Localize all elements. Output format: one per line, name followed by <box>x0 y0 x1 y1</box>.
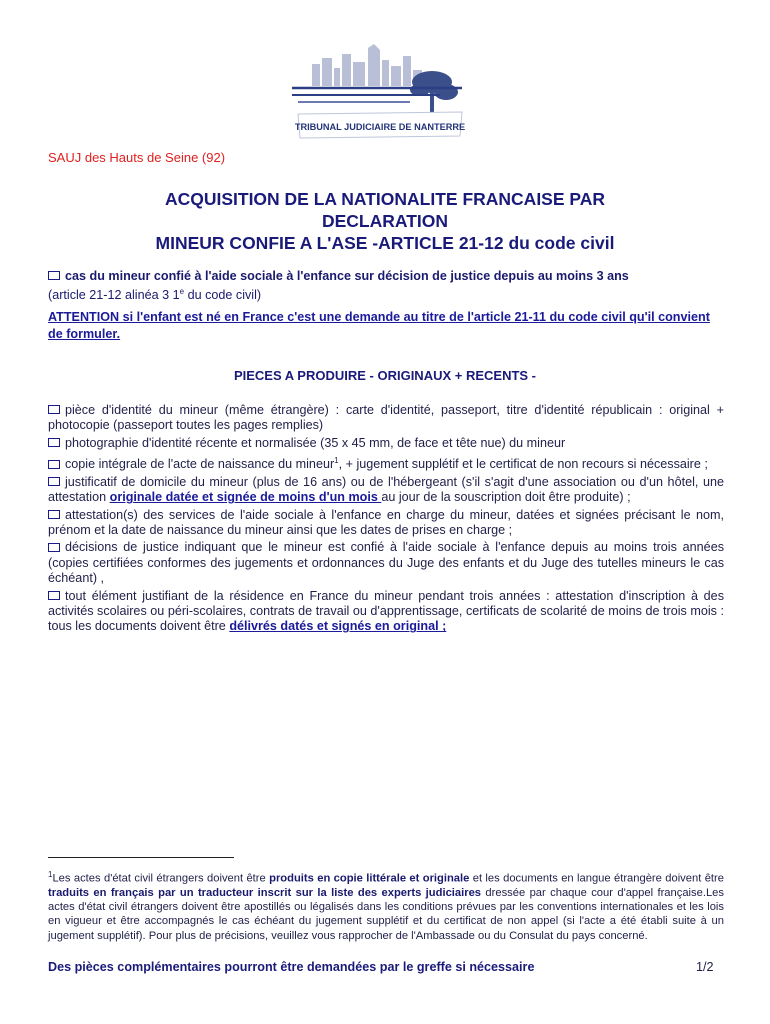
page-number: 1/2 <box>696 960 714 974</box>
footer-note: Des pièces complémentaires pourront être demandées par le greffe si nécessaire <box>48 960 535 974</box>
list-item: justificatif de domicile du mineur (plus de 16 ans) ou de l'hébergeant (s'il s'agit d'une association ou d'un hôtel, une attestation originale datée et signée de moins d'un mois au jour de la souscription doit être produite) ; <box>48 474 724 505</box>
footnote: $^1$Les actes d'état civil étrangers doivent être produits en copie littérale et originale et les documents en langue étrangère doivent être traduits en français par un traducteur inscrit sur la liste des experts judiciaires dressée par chaque cour d'appel française.Les actes d'état civil étrangers doivent être apostillés ou légalisés dans les conditions prévues par les conventions internationales et les lois en vigueur et être accompagnés le cas échéant du jugement supplétif et du certificat de non appel (si l'acte a été établi suite à un jugement supplétif). Pour plus de précisions, veuillez vous rapprocher de l'Ambassade ou du Consulat du pays concerné. <box>48 870 724 942</box>
attention-notice: ATTENTION si l'enfant est né en France c'est une demande au titre de l'article 21-11 du code civil qu'il convient de formuler. <box>48 310 710 341</box>
checkbox[interactable] <box>48 477 60 486</box>
list-item: pièce d'identité du mineur (même étrangère) : carte d'identité, passeport, titre d'identité républicain : original + photocopie (passeport toutes les pages remplies) <box>48 403 724 433</box>
checkbox[interactable] <box>48 460 60 469</box>
page-title <box>48 188 722 254</box>
title-line-2: DECLARATION <box>321 211 449 231</box>
title-line-3: MINEUR CONFIE A L'ASE -ARTICLE 21-12 du code civil <box>155 233 615 253</box>
list-item: tout élément justifiant de la résidence en France du mineur pendant trois années : attestation d'inscription à des activités scolaires ou péri-scolaires, contrats de travail ou d'apprentissage, certificats de scolarité de moins de trois mois : tous les documents doivent être délivrés datés et signés en original ; <box>48 588 724 634</box>
pieces-title: PIECES A PRODUIRE - ORIGINAUX + RECENTS - <box>233 368 537 383</box>
checkbox[interactable] <box>48 543 60 552</box>
list-item: photographie d'identité récente et normalisée (35 x 45 mm, de face et tête nue) du mineur <box>48 436 724 451</box>
list-item: attestation(s) des services de l'aide sociale à l'enfance en charge du mineur, datées et signées précisant le nom, prénom et la date de naissance du mineur ainsi que les dates de prises en charge ; <box>48 507 724 538</box>
footnote-divider <box>48 857 234 858</box>
logo-text: TRIBUNAL JUDICIAIRE DE NANTERRE <box>294 122 466 132</box>
list-item: copie intégrale de l'acte de naissance du mineur$^1$, + jugement supplétif et le certificat de non recours si nécessaire ; <box>48 453 724 473</box>
checkbox[interactable] <box>48 271 60 280</box>
checkbox[interactable] <box>48 591 60 600</box>
intro-reference: (article 21-12 alinéa 3 1e du code civil) <box>48 287 262 303</box>
checkbox[interactable] <box>48 405 60 414</box>
list-item: décisions de justice indiquant que le mineur est confié à l'aide sociale à l'enfance depuis au moins trois années (copies certifiées conformes des jugements et ordonnances du Juge des enfants et du Juge des tutelles mineurs le cas échéant) , <box>48 540 724 586</box>
sauj-office: SAUJ des Hauts de Seine (92) <box>48 150 226 165</box>
checkbox[interactable] <box>48 438 60 447</box>
checkbox[interactable] <box>48 510 60 519</box>
pieces-list <box>48 403 724 637</box>
intro-case: cas du mineur confié à l'aide sociale à l'enfance sur décision de justice depuis au moins 3 ans <box>65 269 629 283</box>
title-line-1: ACQUISITION DE LA NATIONALITE FRANCAISE PAR <box>164 189 606 209</box>
intro-block <box>48 268 728 303</box>
tribunal-logo <box>290 42 470 154</box>
